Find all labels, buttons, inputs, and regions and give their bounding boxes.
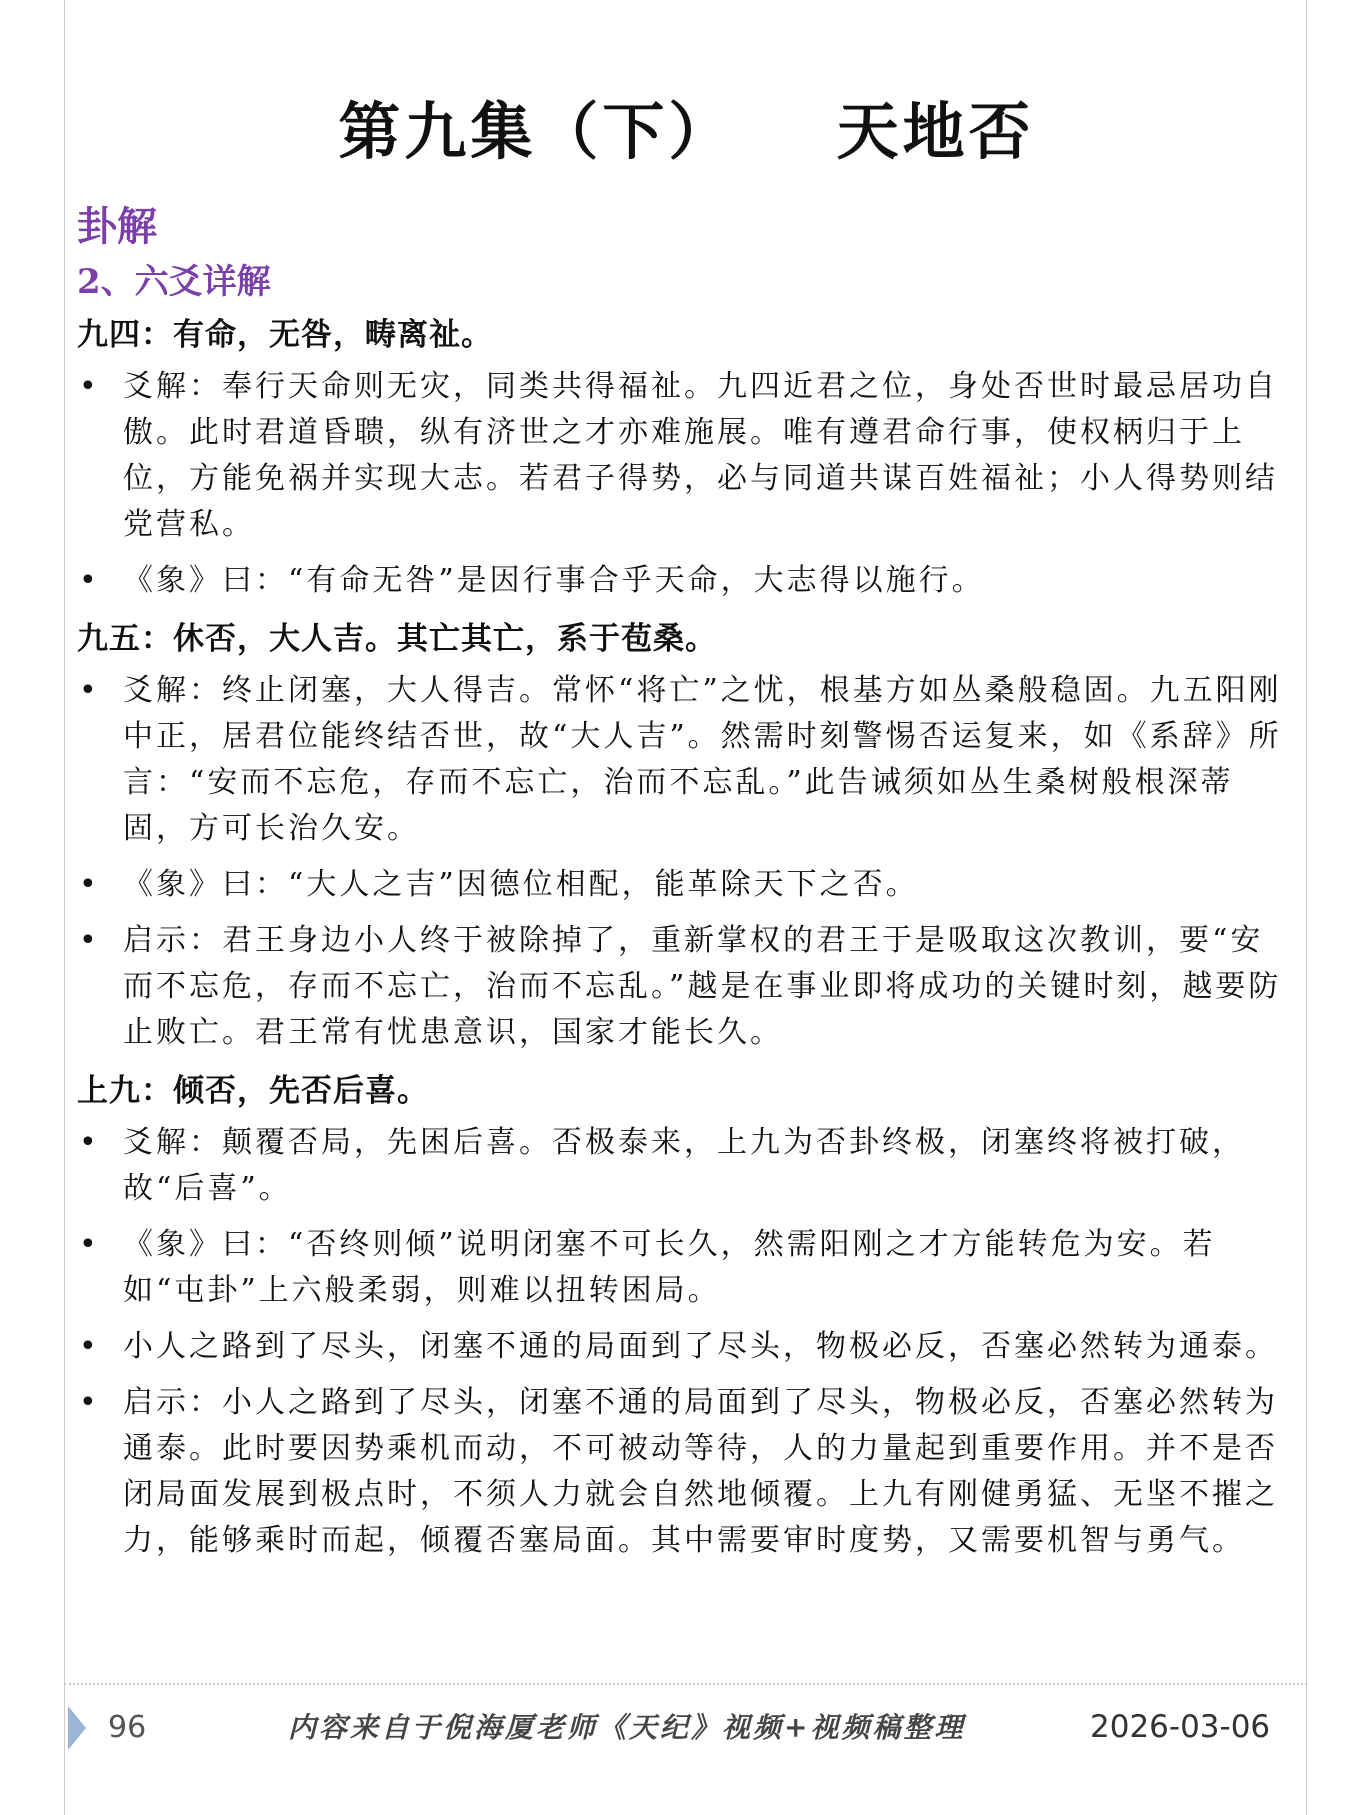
bullet-icon: • — [79, 563, 100, 598]
bullet-text: 《象》曰：“有命无咎”是因行事合乎天命，大志得以施行。 — [123, 563, 985, 598]
bullet-text: 爻解：颠覆否局，先困后喜。否极泰来，上九为否卦终极，闭塞终将被打破，故“后喜”。 — [123, 1125, 1245, 1206]
bullet-item — [77, 1324, 1302, 1370]
section-heading: 卦解 — [77, 203, 157, 250]
page-title: 第九集（下） 天地否 — [338, 95, 1035, 168]
page-number: 96 — [108, 1710, 147, 1745]
footer-source: 内容来自于倪海厦老师《天纪》视频+视频稿整理 — [288, 1711, 966, 1744]
bullet-item — [77, 1120, 1302, 1212]
bullet-item — [77, 862, 1302, 908]
footer-divider — [64, 1683, 1307, 1685]
bullet-icon: • — [79, 1329, 100, 1364]
bullet-text: 爻解：终止闭塞，大人得吉。常怀“将亡”之忧，根基方如丛桑般稳固。九五阳刚中正，居君位能终结否世，故“大人吉”。然需时刻警惕否运复来，如《系辞》所言：“安而不忘危，存而不忘亡，治而不忘乱。”此告诫须如丛生桑树般根深蒂固，方可长治久安。 — [123, 673, 1282, 846]
yao-block-nine-five — [77, 614, 1302, 1056]
footer-date: 2026-03-06 — [1090, 1709, 1271, 1745]
bullet-item — [77, 1222, 1302, 1314]
yao-heading: 上九：倾否，先否后喜。 — [77, 1073, 429, 1109]
bullet-text: 《象》曰：“否终则倾”说明闭塞不可长久，然需阳刚之才方能转危为安。若如“屯卦”上六般柔弱，则难以扭转困局。 — [123, 1227, 1216, 1308]
bullet-item — [77, 558, 1302, 604]
bullet-text: 启示：君王身边小人终于被除掉了，重新掌权的君王于是吸取这次教训，要“安而不忘危，存而不忘亡，治而不忘乱。”越是在事业即将成功的关键时刻，越要防止败亡。君王常有忧患意识，国家才能长久。 — [123, 923, 1282, 1050]
bullet-icon: • — [79, 1125, 100, 1160]
yao-heading: 九五：休否，大人吉。其亡其亡，系于苞桑。 — [77, 621, 717, 657]
yao-block-nine-four — [77, 310, 1302, 604]
bullet-item — [77, 364, 1302, 548]
bullet-text: 启示：小人之路到了尽头，闭塞不通的局面到了尽头，物极必反，否塞必然转为通泰。此时要因势乘机而动，不可被动等待，人的力量起到重要作用。并不是否闭局面发展到极点时，不须人力就会自然地倾覆。上九有刚健勇猛、无坚不摧之力，能够乘时而起，倾覆否塞局面。其中需要审时度势，又需要机智与勇气。 — [123, 1385, 1278, 1558]
bullet-list — [77, 1120, 1302, 1564]
bullet-text: 小人之路到了尽头，闭塞不通的局面到了尽头，物极必反，否塞必然转为通泰。 — [123, 1329, 1278, 1364]
bullet-icon: • — [79, 1385, 100, 1420]
bullet-list — [77, 364, 1302, 604]
bullet-item — [77, 918, 1302, 1056]
bullet-icon: • — [79, 1227, 100, 1262]
bullet-text: 《象》曰：“大人之吉”因德位相配，能革除天下之否。 — [123, 867, 919, 902]
document-body — [77, 198, 1302, 1574]
bullet-icon: • — [79, 867, 100, 902]
bullet-icon: • — [79, 673, 100, 708]
bullet-text: 爻解：奉行天命则无灾，同类共得福祉。九四近君之位，身处否世时最忌居功自傲。此时君道昏聩，纵有济世之才亦难施展。唯有遵君命行事，使权柄归于上位，方能免祸并实现大志。若君子得势，必与同道共谋百姓福祉；小人得势则结党营私。 — [123, 369, 1278, 542]
bullet-list — [77, 668, 1302, 1056]
triangle-arrow-icon — [68, 1706, 86, 1750]
sub-heading: 2、六爻详解 — [77, 262, 271, 302]
bullet-item — [77, 668, 1302, 852]
yao-heading: 九四：有命，无咎，畴离祉。 — [77, 317, 493, 353]
bullet-icon: • — [79, 369, 100, 404]
bullet-item — [77, 1380, 1302, 1564]
bullet-icon: • — [79, 923, 100, 958]
document-page — [64, 0, 1307, 1815]
yao-block-top-nine — [77, 1066, 1302, 1564]
